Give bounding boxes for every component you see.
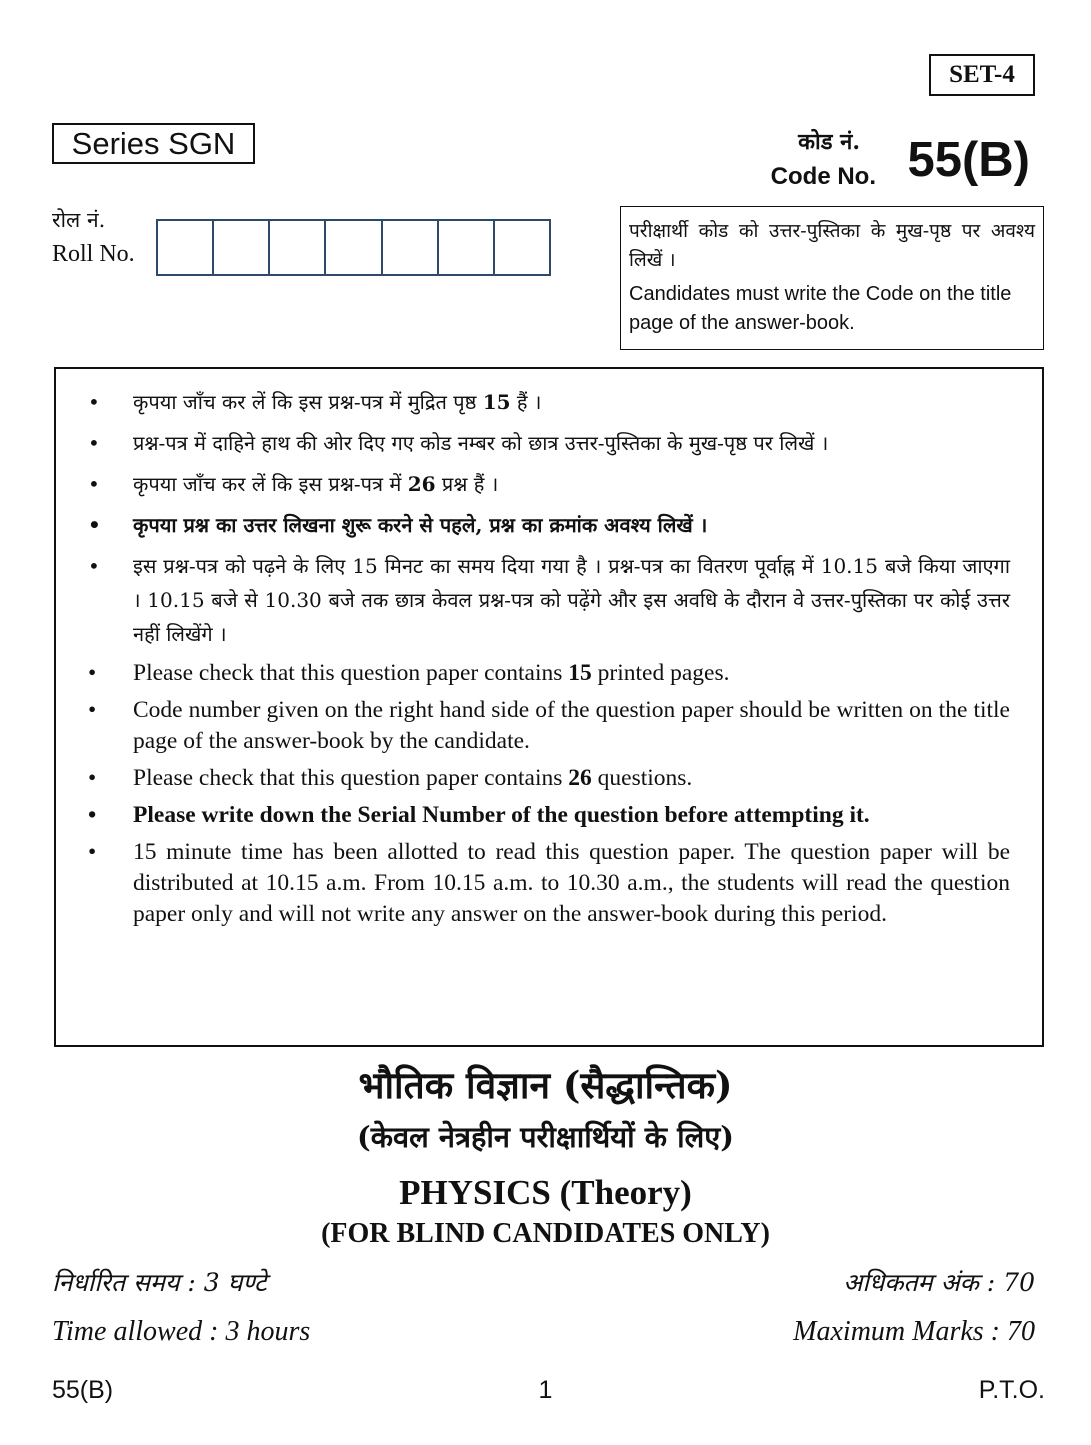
instruction-text: Please check that this question paper contains: [133, 660, 569, 686]
code-label-english: Code No.: [770, 163, 876, 190]
time-allowed-hindi: निर्धारित समय : 3 घण्टे: [52, 1268, 267, 1297]
instruction-text: Please write down the Serial Number of the question before attempting it.: [133, 802, 870, 828]
instruction-text: इस प्रश्न-पत्र को पढ़ने के लिए 15 मिनट का समय दिया गया है । प्रश्न-पत्र का वितरण पूर्वाह्न में 10.15 बजे किया जाएगा । 10.15 बजे से 10.30 बजे तक छात्र केवल प्रश्न-पत्र को पढ़ेंगे और इस अवधि के दौरान वे उत्तर-पुस्तिका पर कोई उत्तर नहीं लिखेंगे ।: [133, 554, 1010, 646]
bullet-icon: •: [88, 660, 97, 686]
instructions-list: [88, 385, 1010, 930]
bullet-icon: •: [88, 390, 100, 414]
instruction-text: हैं ।: [510, 390, 542, 414]
bullet-icon: •: [88, 554, 100, 578]
instruction-item: [88, 800, 1010, 831]
roll-number-cell[interactable]: [214, 221, 270, 274]
code-note-hindi: परीक्षार्थी कोड को उत्तर-पुस्तिका के मुख-पृष्ठ पर अवश्य लिखें ।: [629, 220, 1035, 271]
footer-code: 55(B): [52, 1376, 114, 1404]
page-number: 1: [538, 1376, 553, 1404]
roll-number-cell[interactable]: [439, 221, 495, 274]
roll-number-cell[interactable]: [383, 221, 439, 274]
instruction-text: Code number given on the right hand side of the question paper should be written on the title page of the answer-book by the candidate.: [133, 697, 1010, 754]
instruction-item: [88, 385, 1010, 419]
bullet-icon: •: [88, 431, 100, 455]
instruction-item: [88, 658, 1010, 689]
bullet-icon: •: [88, 472, 100, 496]
code-note-english: Candidates must write the Code on the title page of the answer-book.: [629, 283, 1012, 334]
roll-label-hindi: रोल नं.: [52, 208, 106, 232]
instruction-item: [88, 695, 1010, 757]
instruction-text: 15: [482, 390, 511, 414]
instruction-item: [88, 467, 1010, 501]
pto-label: P.T.O.: [978, 1376, 1045, 1404]
bullet-icon: •: [88, 765, 97, 791]
code-number: 55(B): [907, 133, 1030, 187]
instruction-text: 15 minute time has been allotted to read this question paper. The question paper will be distributed at 10.15 a.m. From 10.15 a.m. to 10.30 a.m., the students will read the question paper only and will not write any answer on the answer-book during this period.: [133, 839, 1010, 927]
instruction-text: कृपया जाँच कर लें कि इस प्रश्न-पत्र में मुद्रित पृष्ठ: [133, 390, 483, 414]
code-instruction-box: [620, 206, 1044, 350]
roll-number-cell[interactable]: [495, 221, 549, 274]
instruction-item: [88, 837, 1010, 930]
roll-label-english: Roll No.: [52, 241, 135, 267]
subject-subtitle-hindi: (केवल नेत्रहीन परीक्षार्थियों के लिए): [357, 1120, 734, 1154]
set-label: SET-4: [929, 54, 1035, 96]
roll-number-cell[interactable]: [270, 221, 326, 274]
code-label-hindi: कोड नं.: [798, 129, 860, 155]
bullet-icon: •: [88, 839, 97, 865]
instruction-text: कृपया प्रश्न का उत्तर लिखना शुरू करने से पहले, प्रश्न का क्रमांक अवश्य लिखें ।: [133, 513, 708, 537]
instruction-text: 26: [568, 765, 592, 791]
subject-title-hindi: भौतिक विज्ञान (सैद्धान्तिक): [358, 1063, 733, 1107]
series-label: Series SGN: [52, 123, 255, 164]
subject-title-english: PHYSICS (Theory): [399, 1173, 692, 1212]
roll-number-boxes[interactable]: [156, 219, 551, 276]
instruction-item: [88, 426, 1010, 460]
instruction-text: प्रश्न हैं ।: [435, 472, 499, 496]
instruction-text: 26: [407, 472, 436, 496]
subject-subtitle-english: (FOR BLIND CANDIDATES ONLY): [321, 1218, 770, 1249]
bullet-icon: •: [88, 802, 97, 828]
instruction-text: प्रश्न-पत्र में दाहिने हाथ की ओर दिए गए कोड नम्बर को छात्र उत्तर-पुस्तिका के मुख-पृष्ठ पर लिखें ।: [133, 431, 829, 455]
instruction-item: [88, 549, 1010, 651]
instruction-item: [88, 763, 1010, 794]
max-marks-hindi: अधिकतम अंक : 70: [843, 1268, 1035, 1297]
instruction-text: Please check that this question paper contains: [133, 765, 569, 791]
roll-number-cell[interactable]: [158, 221, 214, 274]
time-allowed-english: Time allowed : 3 hours: [52, 1316, 311, 1347]
roll-number-cell[interactable]: [326, 221, 382, 274]
bullet-icon: •: [88, 697, 97, 723]
instruction-item: [88, 508, 1010, 542]
instruction-text: questions.: [591, 765, 693, 791]
instruction-text: printed pages.: [591, 660, 730, 686]
max-marks-english: Maximum Marks : 70: [793, 1316, 1035, 1347]
bullet-icon: •: [88, 513, 101, 537]
instruction-text: कृपया जाँच कर लें कि इस प्रश्न-पत्र में: [133, 472, 408, 496]
instructions-box: [54, 367, 1044, 1047]
instruction-text: 15: [568, 660, 592, 686]
